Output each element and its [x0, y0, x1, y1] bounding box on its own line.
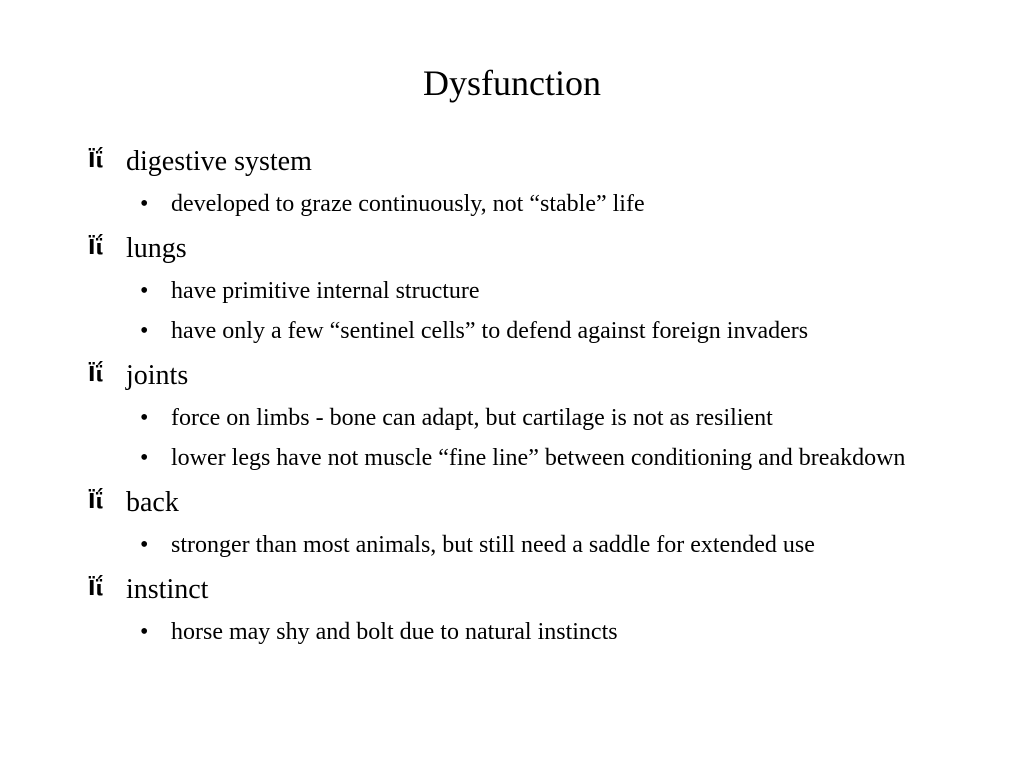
list-item: [140, 441, 948, 475]
topic-instinct: [88, 572, 948, 609]
topic-bullet-icon: Ϊΐ: [88, 362, 104, 386]
bullet-dot-icon: •: [140, 532, 149, 558]
topic-joints: [88, 358, 948, 395]
topic-back: [88, 485, 948, 522]
topic-bullet-icon: Ϊΐ: [88, 489, 104, 513]
bullet-dot-icon: •: [140, 191, 149, 217]
slide-content: [88, 144, 948, 649]
list-item: [140, 528, 948, 562]
topic-label: lungs: [126, 233, 187, 264]
list-item-text: force on limbs - bone can adapt, but cartilage is not as resilient: [171, 405, 773, 431]
topic-bullet-icon: Ϊΐ: [88, 235, 104, 259]
topic-label: back: [126, 487, 179, 518]
list-item-text: have primitive internal structure: [171, 278, 480, 304]
list-item: [140, 401, 948, 435]
list-item: [140, 615, 948, 649]
topic-bullet-icon: Ϊΐ: [88, 576, 104, 600]
topic-label: digestive system: [126, 146, 312, 177]
topic-digestive-system: [88, 144, 948, 181]
bullet-dot-icon: •: [140, 445, 149, 471]
list-item-text: developed to graze continuously, not “stable” life: [171, 191, 645, 217]
topic-label: instinct: [126, 574, 209, 605]
list-item: [140, 274, 948, 308]
list-item: [140, 187, 948, 221]
list-item: [140, 314, 948, 348]
topic-bullet-icon: Ϊΐ: [88, 148, 104, 172]
list-item-text: lower legs have not muscle “fine line” between conditioning and breakdown: [171, 445, 906, 471]
bullet-dot-icon: •: [140, 619, 149, 645]
topic-label: joints: [126, 360, 189, 391]
list-item-text: have only a few “sentinel cells” to defend against foreign invaders: [171, 318, 809, 344]
slide-title: Dysfunction: [423, 63, 601, 103]
topic-lungs: [88, 231, 948, 268]
bullet-dot-icon: •: [140, 405, 149, 431]
bullet-dot-icon: •: [140, 318, 149, 344]
list-item-text: stronger than most animals, but still need a saddle for extended use: [171, 532, 815, 558]
list-item-text: horse may shy and bolt due to natural instincts: [171, 619, 618, 645]
bullet-dot-icon: •: [140, 278, 149, 304]
